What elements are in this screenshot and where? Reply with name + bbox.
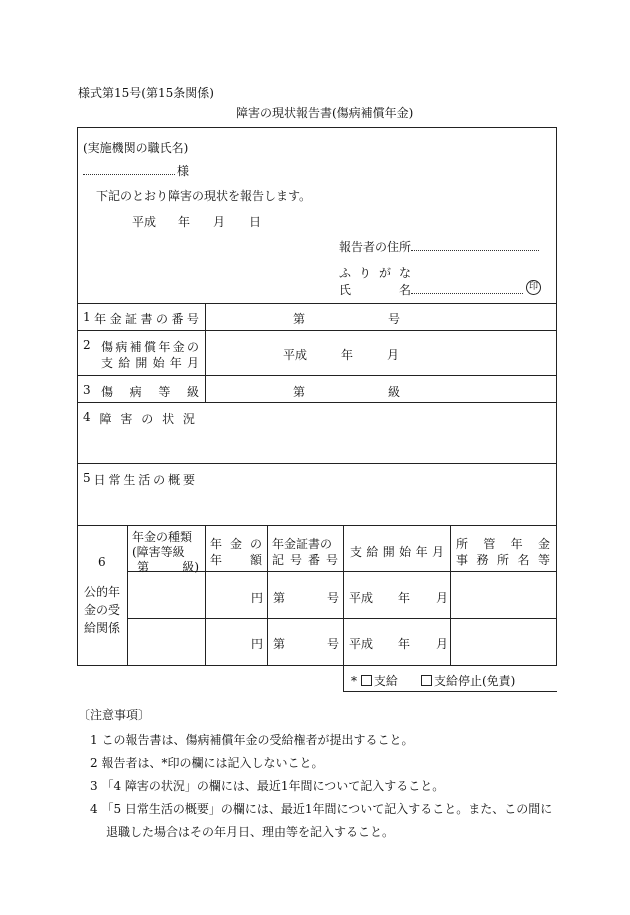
stop-option xyxy=(421,672,515,689)
office-use-row xyxy=(351,672,398,689)
row3-kyu: 級 xyxy=(388,385,401,399)
col1-header-line1: 年金の種類 xyxy=(132,530,193,544)
furigana-label: ふ り が な xyxy=(339,266,411,280)
col1-header-line2: (障害等級 xyxy=(132,545,185,559)
name-label: 氏 名 xyxy=(339,283,411,297)
statement-text: 下記のとおり障害の現状を報告します。 xyxy=(96,189,312,203)
reporter-address-field[interactable] xyxy=(411,250,539,251)
pension-row1-dai: 第 xyxy=(273,591,286,605)
row1-dai: 第 xyxy=(293,312,306,326)
pension-row1-era: 平成 xyxy=(349,591,374,605)
row1-go: 号 xyxy=(388,312,401,326)
note-item-3: 3 「4 障害の状況」の欄には、最近1年間について記入すること。 xyxy=(90,779,445,793)
form-number: 様式第15号(第15条関係) xyxy=(78,86,214,100)
row2-era: 平成 xyxy=(283,348,308,362)
pay-label: 支給 xyxy=(373,674,398,688)
date-era: 平成 xyxy=(132,215,157,229)
notes-heading: 〔注意事項〕 xyxy=(78,708,151,722)
pension-number: 6 xyxy=(98,555,106,569)
pension-label-line2: 金の受 xyxy=(84,603,121,617)
pension-label-line3: 給関係 xyxy=(84,621,121,635)
pay-checkbox[interactable] xyxy=(361,675,372,686)
pension-row2-month: 月 xyxy=(436,637,449,651)
asterisk-mark: * xyxy=(351,674,357,688)
pension-row1-yen: 円 xyxy=(251,591,264,605)
row3-number: 3 xyxy=(83,383,91,397)
pension-row1-year: 年 xyxy=(398,591,411,605)
col5-header-line2: 事 務 所 名 等 xyxy=(456,553,550,567)
pension-row2-year: 年 xyxy=(398,637,411,651)
col4-header: 支 給 開 始 年 月 xyxy=(350,545,444,559)
pension-row2-era: 平成 xyxy=(349,637,374,651)
pension-row2-go: 号 xyxy=(327,637,340,651)
pension-row2-dai: 第 xyxy=(273,637,286,651)
row3-label: 傷 病 等 級 xyxy=(101,385,199,399)
note-item-2: 2 報告者は、*印の欄には記入しないこと。 xyxy=(90,756,324,770)
pension-row1-go: 号 xyxy=(327,591,340,605)
pension-label-line1: 公的年 xyxy=(84,585,121,599)
date-year: 年 xyxy=(178,215,191,229)
row2-month: 月 xyxy=(387,348,400,362)
note-item-1: 1 この報告書は、傷病補償年金の受給権者が提出すること。 xyxy=(90,733,414,747)
row5-label: 5 日 常 生 活 の 概 要 xyxy=(83,471,195,487)
col5-header-line1: 所 管 年 金 xyxy=(456,537,550,551)
date-month: 月 xyxy=(213,215,226,229)
row2-number: 2 xyxy=(83,338,91,352)
note-item-4-cont: 退職した場合はその年月日、理由等を記入すること。 xyxy=(106,825,395,839)
seal-mark-icon: 印 xyxy=(526,280,541,295)
date-day: 日 xyxy=(249,215,262,229)
row4-label: 4 障 害 の 状 況 xyxy=(83,410,195,426)
stop-label: 支給停止(免責) xyxy=(434,674,516,688)
row2-label-line1: 傷 病 補 償 年 金 の xyxy=(101,340,199,354)
addressee-field[interactable] xyxy=(83,174,175,175)
sama-suffix: 様 xyxy=(177,164,190,178)
pension-row1-month: 月 xyxy=(436,591,449,605)
reporter-address-label: 報告者の住所 xyxy=(339,240,412,254)
row1-label: 1 年 金 証 書 の 番 号 xyxy=(83,310,199,326)
pension-row2-yen: 円 xyxy=(251,637,264,651)
col3-header-line2: 記 号 番 号 xyxy=(272,553,338,567)
addressee-label: (実施機関の職氏名) xyxy=(83,141,189,155)
stop-checkbox[interactable] xyxy=(421,675,432,686)
col3-header-line1: 年金証書の xyxy=(272,537,333,551)
row3-dai: 第 xyxy=(293,385,306,399)
row2-year: 年 xyxy=(341,348,354,362)
col1-header-line3: 第 級) xyxy=(137,560,199,574)
row2-label-line2: 支 給 開 始 年 月 xyxy=(101,356,199,370)
col2-header-line2: 年 額 xyxy=(210,553,262,567)
name-field[interactable] xyxy=(411,293,523,294)
note-item-4: 4 「5 日常生活の概要」の欄には、最近1年間について記入すること。また、この間に xyxy=(90,802,553,816)
form-title: 障害の現状報告書(傷病補償年金) xyxy=(236,106,414,120)
col2-header-line1: 年 金 の xyxy=(210,537,262,551)
